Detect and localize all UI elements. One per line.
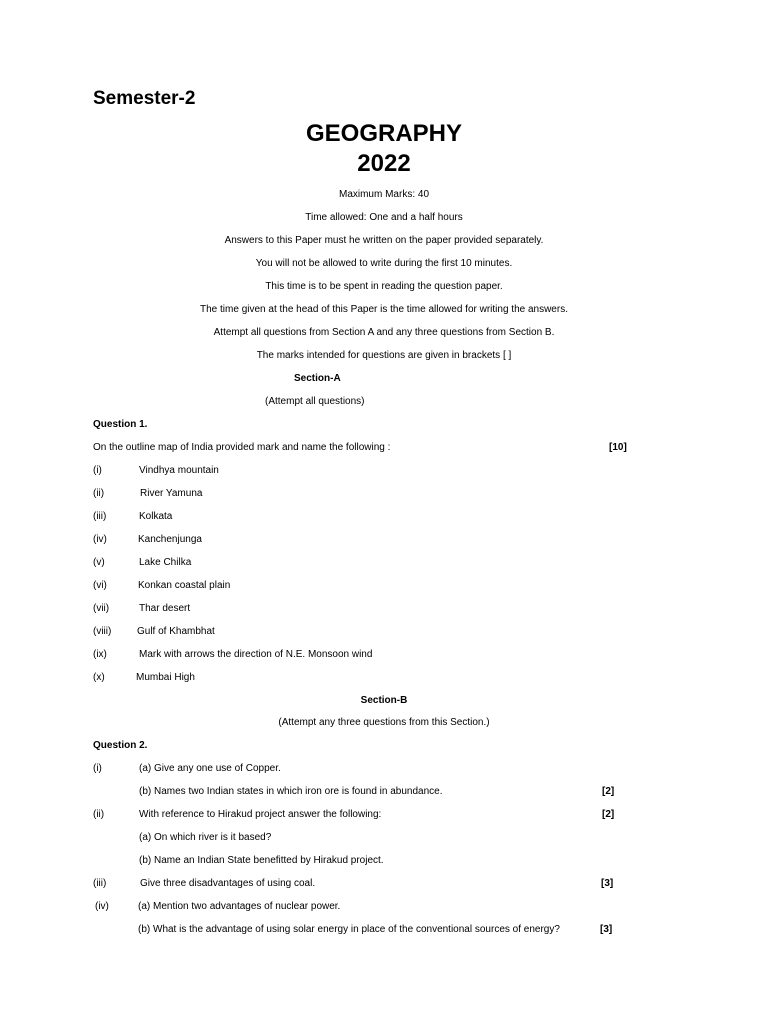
section-a-note: (Attempt all questions) [265,396,365,407]
item-text: Vindhya mountain [139,465,219,476]
exam-year: 2022 [357,150,411,177]
item-text: (a) Give any one use of Copper. [139,763,281,774]
item-text: Mark with arrows the direction of N.E. Monsoon wind [139,649,373,660]
item-number: (iii) [93,511,107,522]
section-b-note: (Attempt any three questions from this Section.) [278,717,490,728]
instruction-line-1: Answers to this Paper must he written on the paper provided separately. [224,235,544,246]
item-text: With reference to Hirakud project answer the following: [139,809,382,820]
section-a-title: Section-A [294,373,341,384]
item-number: (ii) [93,488,105,499]
item-marks: [2] [602,809,615,820]
item-text: Give three disadvantages of using coal. [140,878,316,889]
item-text: (b) What is the advantage of using solar energy in place of the conventional sources of energy? [138,924,560,935]
question-1-label: Question 1. [93,419,148,430]
max-marks: Maximum Marks: 40 [338,189,429,200]
item-text: (b) Name an Indian State benefitted by Hirakud project. [139,855,384,866]
instruction-line-6: The marks intended for questions are given in brackets [ ] [256,350,512,361]
item-number: (iv) [95,901,109,912]
item-text: (a) On which river is it based? [139,832,272,843]
instruction-line-5: Attempt all questions from Section A and any three questions from Section B. [213,327,555,338]
item-number: (i) [93,465,102,476]
item-text: Kanchenjunga [138,534,202,545]
question-1-marks: [10] [609,442,627,453]
item-text: Gulf of Khambhat [137,626,215,637]
instruction-line-4: The time given at the head of this Paper is the time allowed for writing the answers. [200,304,568,315]
semester-label: Semester-2 [93,88,196,109]
item-marks: [3] [600,924,613,935]
item-number: (x) [93,672,105,683]
item-number: (i) [93,763,102,774]
instruction-line-2: You will not be allowed to write during the first 10 minutes. [255,258,513,269]
subject-title: GEOGRAPHY [305,120,463,147]
item-number: (v) [93,557,105,568]
item-number: (iii) [93,878,107,889]
question-1-text: On the outline map of India provided mark and name the following : [93,442,391,453]
section-b-title: Section-B [360,695,408,706]
item-number: (vi) [93,580,107,591]
instruction-line-3: This time is to be spent in reading the question paper. [265,281,503,292]
item-text: Kolkata [139,511,173,522]
item-text: Thar desert [139,603,191,614]
item-number: (ii) [93,809,105,820]
item-number: (iv) [93,534,107,545]
item-number: (viii) [93,626,112,637]
item-text: River Yamuna [140,488,203,499]
question-2-label: Question 2. [93,740,148,751]
time-allowed: Time allowed: One and a half hours [305,212,463,223]
item-text: Mumbai High [136,672,195,683]
item-text: Konkan coastal plain [138,580,231,591]
item-text: Lake Chilka [139,557,192,568]
item-text: (a) Mention two advantages of nuclear power. [138,901,341,912]
item-marks: [2] [602,786,615,797]
item-text: (b) Names two Indian states in which iron ore is found in abundance. [139,786,443,797]
item-number: (vii) [93,603,110,614]
item-marks: [3] [601,878,614,889]
item-number: (ix) [93,649,107,660]
